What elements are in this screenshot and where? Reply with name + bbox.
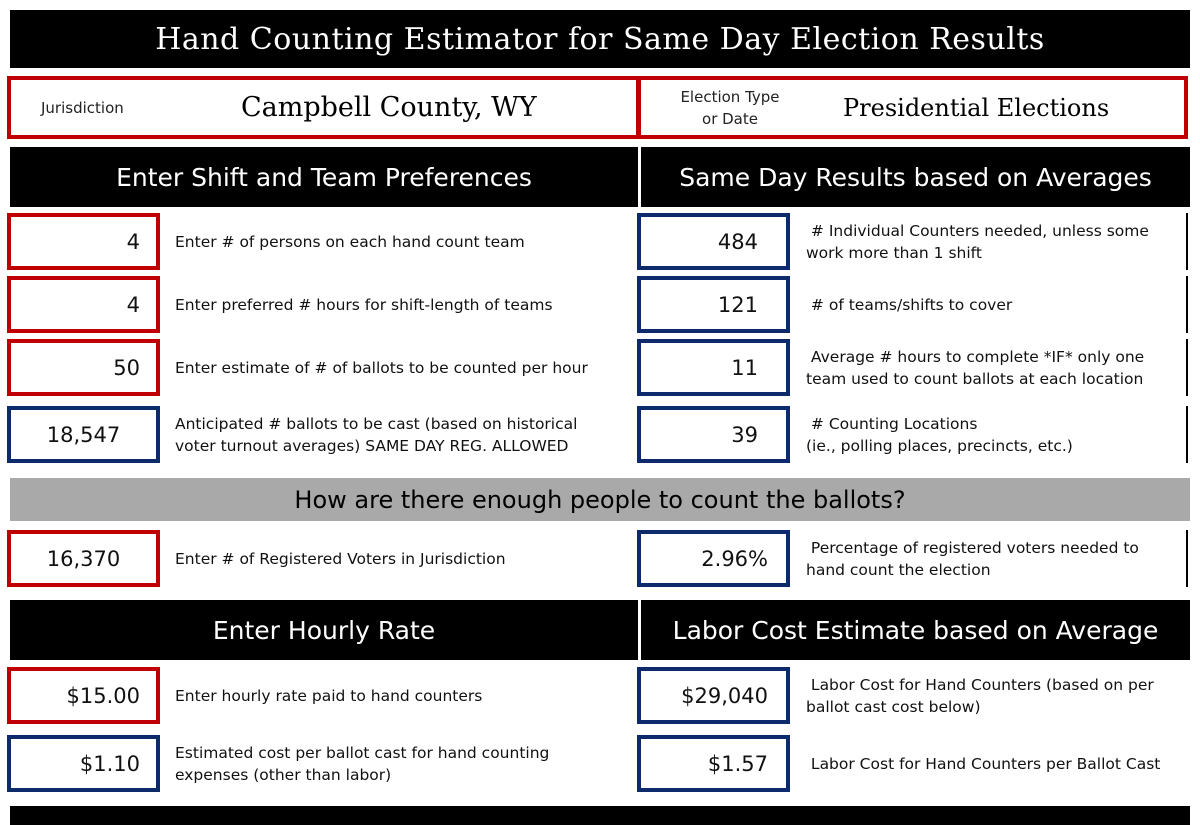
labor-cost-value: $29,040 xyxy=(637,667,790,724)
section-labor-cost: Labor Cost Estimate based on Average xyxy=(641,600,1190,660)
divider xyxy=(1186,276,1188,333)
section-enough-people: How are there enough people to count the ballots? xyxy=(10,478,1190,521)
jurisdiction-value: Campbell County, WY xyxy=(241,92,537,123)
counting-locations-value: 39 xyxy=(637,406,790,463)
anticipated-ballots-value: 18,547 xyxy=(7,406,160,463)
avg-hours-value: 11 xyxy=(637,339,790,396)
percentage-needed-value: 2.96% xyxy=(637,530,790,587)
teams-shifts-value: 121 xyxy=(637,276,790,333)
registered-voters-desc: Enter # of Registered Voters in Jurisdiction xyxy=(175,549,506,568)
divider xyxy=(1186,406,1188,463)
labor-cost-per-ballot-desc: Labor Cost for Hand Counters per Ballot Cast xyxy=(806,754,1161,773)
shift-hours-desc: Enter preferred # hours for shift-length of teams xyxy=(175,295,553,314)
divider xyxy=(1186,530,1188,587)
section-shift-prefs: Enter Shift and Team Preferences xyxy=(10,147,638,207)
footer-bar xyxy=(10,806,1190,825)
labor-cost-desc: Labor Cost for Hand Counters (based on per ballot cast cost below) xyxy=(806,675,1154,716)
shift-hours-input[interactable]: 4 xyxy=(7,276,160,333)
hourly-rate-input[interactable]: $15.00 xyxy=(7,667,160,724)
labor-cost-per-ballot-value: $1.57 xyxy=(637,735,790,792)
percentage-needed-desc: Percentage of registered voters needed to hand count the election xyxy=(806,538,1139,579)
avg-hours-desc: Average # hours to complete *IF* only one team used to count ballots at each location xyxy=(806,347,1145,388)
registered-voters-input[interactable]: 16,370 xyxy=(7,530,160,587)
jurisdiction-label: Jurisdiction xyxy=(41,98,124,117)
ballots-per-hour-input[interactable]: 50 xyxy=(7,339,160,396)
team-size-desc: Enter # of persons on each hand count team xyxy=(175,232,525,251)
divider xyxy=(1186,339,1188,396)
counters-needed-desc: # Individual Counters needed, unless some work more than 1 shift xyxy=(806,221,1149,262)
page-title: Hand Counting Estimator for Same Day Election Results xyxy=(10,10,1190,68)
anticipated-ballots-desc: Anticipated # ballots to be cast (based on historical voter turnout averages) SAME DAY REG. ALLOWED xyxy=(175,414,578,455)
counters-needed-value: 484 xyxy=(637,213,790,270)
ballots-per-hour-desc: Enter estimate of # of ballots to be counted per hour xyxy=(175,358,588,377)
teams-shifts-desc: # of teams/shifts to cover xyxy=(806,295,1013,314)
divider xyxy=(1186,213,1188,270)
counting-locations-desc: # Counting Locations (ie., polling places, precincts, etc.) xyxy=(806,414,1073,455)
cost-per-ballot-desc: Estimated cost per ballot cast for hand counting expenses (other than labor) xyxy=(175,743,550,784)
cost-per-ballot-value: $1.10 xyxy=(7,735,160,792)
election-type-value: Presidential Elections xyxy=(843,93,1110,122)
election-type-label: Election Type or Date xyxy=(680,87,780,128)
section-hourly-rate: Enter Hourly Rate xyxy=(10,600,638,660)
election-type-field[interactable] xyxy=(637,76,1188,139)
section-same-day-results: Same Day Results based on Averages xyxy=(641,147,1190,207)
team-size-input[interactable]: 4 xyxy=(7,213,160,270)
jurisdiction-field[interactable] xyxy=(7,76,640,139)
hourly-rate-desc: Enter hourly rate paid to hand counters xyxy=(175,686,483,705)
